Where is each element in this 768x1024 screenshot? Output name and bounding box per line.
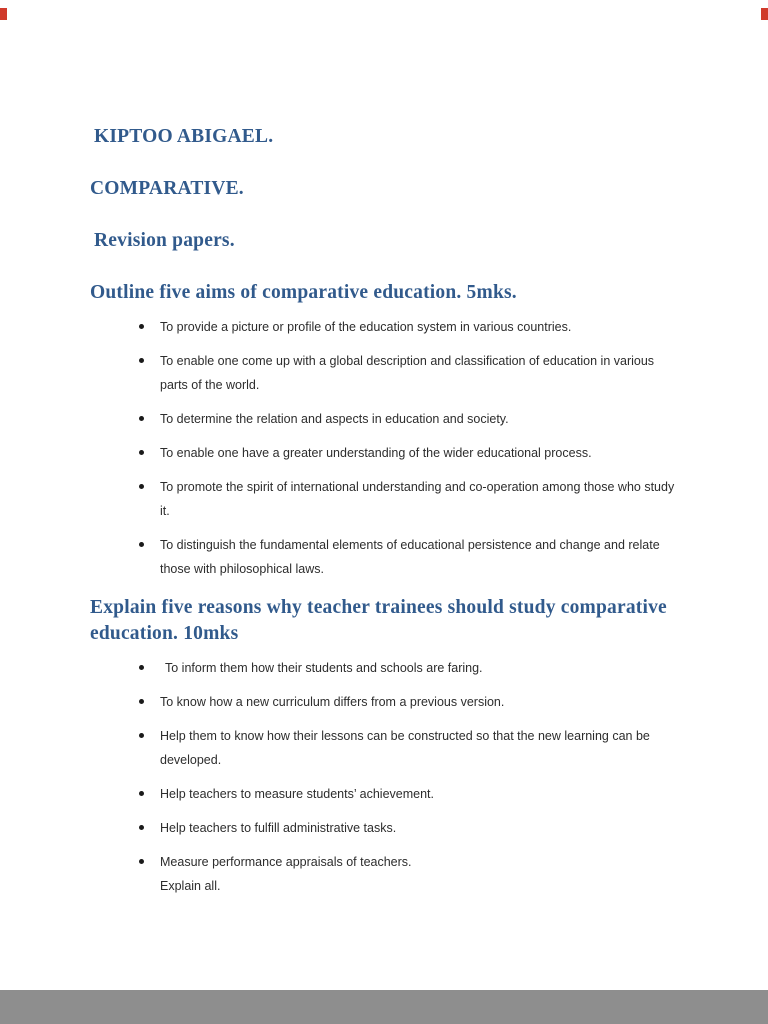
bullet-dot-icon	[139, 416, 144, 421]
bullet-dot-icon	[139, 358, 144, 363]
bullet-dot-icon	[139, 324, 144, 329]
bullet-dot-icon	[139, 484, 144, 489]
list-item	[160, 349, 678, 397]
list-item	[160, 533, 678, 581]
section-2-heading: Explain five reasons why teacher trainees should study comparative education. 10mks	[90, 597, 667, 644]
bullet-text: Measure performance appraisals of teachers.	[160, 855, 412, 869]
section-1-bullet-list	[90, 315, 768, 581]
doc-title-subject: COMPARATIVE.	[90, 178, 244, 199]
list-item	[160, 690, 678, 714]
bullet-text: To enable one come up with a global description and classification of education in various parts of the world.	[160, 354, 655, 392]
bullet-text: To distinguish the fundamental elements of educational persistence and change and relate those with philosophical laws.	[160, 538, 660, 576]
bullet-dot-icon	[139, 859, 144, 864]
bullet-text: Help them to know how their lessons can be constructed so that the new learning can be developed.	[160, 729, 650, 767]
bullet-dot-icon	[139, 825, 144, 830]
bullet-text: To determine the relation and aspects in education and society.	[160, 412, 509, 426]
bullet-dot-icon	[139, 665, 144, 670]
bullet-dot-icon	[139, 791, 144, 796]
list-item	[160, 441, 678, 465]
section-2-bullet-list	[90, 656, 768, 898]
bullet-text: To know how a new curriculum differs from a previous version.	[160, 695, 505, 709]
list-item	[160, 724, 678, 772]
bullet-dot-icon	[139, 542, 144, 547]
list-item	[160, 656, 678, 680]
list-item	[160, 475, 678, 523]
viewer-page-gap-bar	[0, 990, 768, 1024]
list-item	[160, 850, 678, 898]
bullet-text: To provide a picture or profile of the education system in various countries.	[160, 320, 572, 334]
list-item	[160, 782, 678, 806]
list-item	[160, 315, 678, 339]
doc-title-author: KIPTOO ABIGAEL.	[94, 126, 274, 147]
section-1-heading: Outline five aims of comparative education. 5mks.	[90, 282, 517, 303]
bullet-text: To enable one have a greater understanding of the wider educational process.	[160, 446, 592, 460]
bullet-text: Help teachers to fulfill administrative tasks.	[160, 821, 397, 835]
bullet-text: To inform them how their students and schools are faring.	[165, 661, 483, 675]
list-item	[160, 816, 678, 840]
bullet-dot-icon	[139, 733, 144, 738]
list-item	[160, 407, 678, 431]
doc-title-type: Revision papers.	[94, 230, 235, 251]
bullet-text: Help teachers to measure students’ achievement.	[160, 787, 434, 801]
bullet-text: To promote the spirit of international understanding and co-operation among those who study it.	[160, 480, 675, 518]
bullet-dot-icon	[139, 699, 144, 704]
note-line: Explain all.	[160, 879, 221, 893]
bullet-dot-icon	[139, 450, 144, 455]
